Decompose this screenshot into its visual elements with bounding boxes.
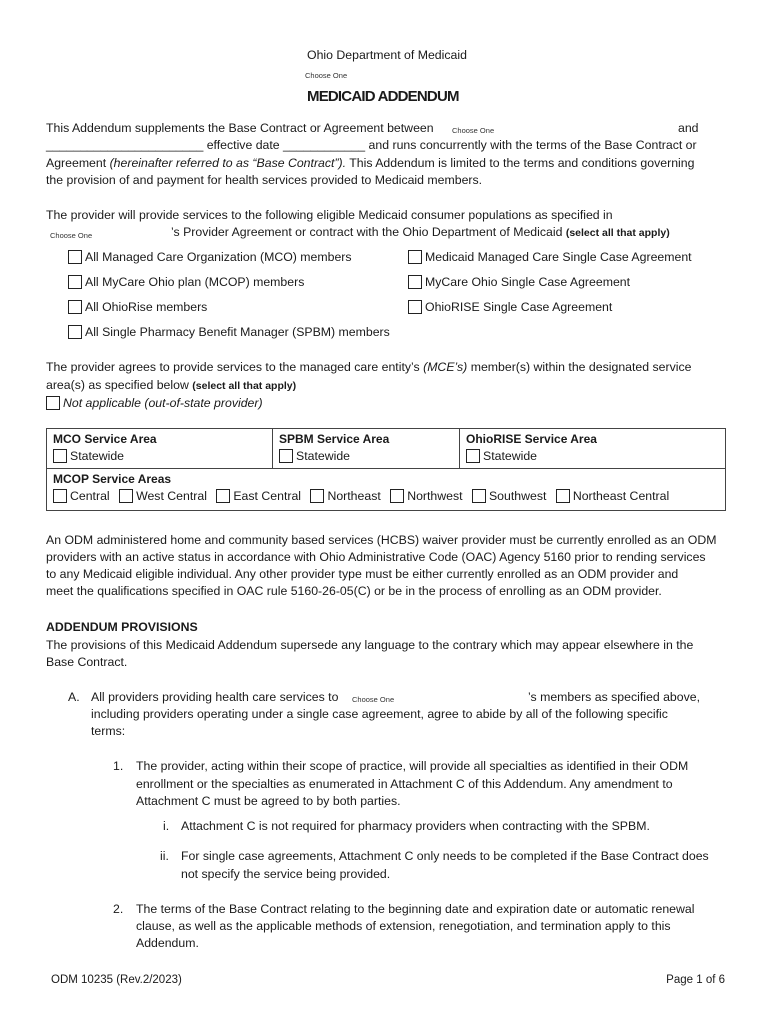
region-southwest[interactable]	[472, 489, 546, 503]
checkbox[interactable]	[279, 449, 293, 463]
checkbox[interactable]	[310, 489, 324, 503]
item-a-line-2: including providers operating under a single case agreement, agree to abide by all of the following specific	[91, 707, 668, 721]
option-label: Statewide	[70, 449, 125, 463]
ohiorise-header: OhioRISE Service Area	[466, 432, 597, 446]
mco-header: MCO Service Area	[53, 432, 157, 446]
mcop-header: MCOP Service Areas	[53, 472, 172, 486]
ohiorise-service-area-cell	[460, 429, 726, 469]
option-mc-single-case[interactable]	[408, 249, 692, 266]
sub-i-text: Attachment C is not required for pharmacy providers when contracting with the SPBM.	[181, 819, 650, 833]
checkbox[interactable]	[216, 489, 230, 503]
option-label: Statewide	[296, 449, 351, 463]
select-all-note: (select all that apply)	[192, 380, 297, 392]
hcbs-line-2: providers with an active status in accordance with Ohio Administrative Code (OAC) Agency 5160 prior to rending services	[46, 550, 706, 564]
option-label: Northeast Central	[572, 489, 670, 503]
service-area-line-2	[46, 377, 296, 395]
region-central[interactable]	[53, 489, 110, 503]
checkbox[interactable]	[390, 489, 404, 503]
page-number: Page 1 of 6	[666, 974, 725, 986]
checkbox[interactable]	[556, 489, 570, 503]
option-label: Not applicable (out-of-state provider)	[63, 396, 263, 410]
item-2-line-3: Addendum.	[136, 936, 199, 950]
option-label: Statewide	[483, 449, 538, 463]
checkbox[interactable]	[408, 250, 422, 264]
option-label: All Single Pharmacy Benefit Manager (SPBM) members	[85, 325, 390, 339]
option-mco[interactable]	[68, 249, 352, 266]
service-area-line-1	[46, 359, 691, 376]
item-2-line-2: clause, as well as the applicable methods of extension, renegotiation, and termination apply to this	[136, 919, 671, 933]
item-1-line-1: The provider, acting within their scope of practice, will provide all specialties as identified in their ODM	[136, 759, 689, 773]
region-northeast-central[interactable]	[556, 489, 669, 503]
intro-line3-end: This Addendum is limited to the terms and conditions governing	[346, 156, 695, 170]
choose-one-dropdown-intro[interactable]: Choose One	[452, 126, 495, 135]
intro-line1-and: and	[678, 121, 699, 135]
service-line2-text: area(s) as specified below	[46, 378, 189, 392]
intro-line3-italic: (hereinafter referred to as “Base Contract”).	[109, 156, 347, 170]
intro-line-2[interactable]: _______________________ effective date ____________ and runs concurrently with the terms of the Base Contract or	[46, 138, 697, 152]
region-northeast[interactable]	[310, 489, 380, 503]
item-1-label: 1.	[113, 759, 124, 773]
sub-ii-line-2: not specify the service being provided.	[181, 867, 391, 881]
intro-line-1	[46, 120, 434, 137]
choose-one-dropdown-populations[interactable]: Choose One	[50, 231, 93, 240]
checkbox[interactable]	[408, 275, 422, 289]
checkbox[interactable]	[408, 300, 422, 314]
department-name: Ohio Department of Medicaid	[307, 48, 467, 62]
option-label: MyCare Ohio Single Case Agreement	[425, 275, 631, 289]
checkbox[interactable]	[53, 449, 67, 463]
spbm-header: SPBM Service Area	[279, 432, 390, 446]
option-label: Northeast	[327, 489, 381, 503]
intro-line-4: the provision of and payment for health services provided to Medicaid members.	[46, 173, 483, 187]
spbm-service-area-cell	[273, 429, 460, 469]
populations-line-1: The provider will provide services to the following eligible Medicaid consumer populations as specified in	[46, 208, 613, 222]
option-ohiorise-single-case[interactable]	[408, 299, 612, 316]
intro-line1-text: This Addendum supplements the Base Contract or Agreement between	[46, 121, 434, 135]
option-not-applicable[interactable]	[46, 395, 263, 412]
option-label: Central	[70, 489, 110, 503]
option-label: All OhioRise members	[85, 300, 208, 314]
checkbox[interactable]	[68, 275, 82, 289]
spbm-statewide[interactable]	[279, 448, 453, 465]
item-2-line-1: The terms of the Base Contract relating to the beginning date and expiration date or automatic renewal	[136, 902, 695, 916]
select-all-note: (select all that apply)	[565, 227, 670, 239]
choose-one-dropdown-provisions[interactable]: Choose One	[352, 695, 395, 704]
option-label: All Managed Care Organization (MCO) members	[85, 250, 352, 264]
option-label: Northwest	[407, 489, 463, 503]
option-label: West Central	[136, 489, 207, 503]
choose-one-dropdown-header[interactable]: Choose One	[305, 71, 348, 80]
service-line1-italic: (MCE’s)	[423, 360, 468, 374]
option-label: OhioRISE Single Case Agreement	[425, 300, 613, 314]
option-label: All MyCare Ohio plan (MCOP) members	[85, 275, 305, 289]
checkbox[interactable]	[46, 396, 60, 410]
form-id: ODM 10235 (Rev.2/2023)	[51, 974, 182, 986]
page-title: MEDICAID ADDENDUM	[307, 88, 459, 105]
ohiorise-statewide[interactable]	[466, 448, 719, 465]
provisions-line-2: Base Contract.	[46, 655, 128, 669]
checkbox[interactable]	[53, 489, 67, 503]
item-1-line-2: enrollment or the specialties as enumerated in Attachment C of this Addendum. Any amendment to	[136, 777, 673, 791]
item-2-label: 2.	[113, 902, 124, 916]
region-east-central[interactable]	[216, 489, 301, 503]
item-a-label: A.	[68, 690, 80, 704]
hcbs-line-4: meet the qualifications specified in OAC rule 5160-26-05(C) or be in the process of enrolling as an ODM provider.	[46, 584, 662, 598]
sub-ii-line-1: For single case agreements, Attachment C only needs to be completed if the Base Contract does	[181, 849, 709, 863]
service-line1-start: The provider agrees to provide services to the managed care entity’s	[46, 360, 424, 374]
sub-i-label: i.	[163, 819, 170, 833]
item-a-line-1: All providers providing health care services to	[91, 690, 339, 704]
mco-service-area-cell	[47, 429, 273, 469]
option-mycare-single-case[interactable]	[408, 274, 630, 291]
option-ohiorise[interactable]	[68, 299, 207, 316]
checkbox[interactable]	[466, 449, 480, 463]
service-area-table	[46, 428, 726, 511]
hcbs-line-3: to any Medicaid eligible individual. Any other provider type must be either currently enrolled as an ODM provider and	[46, 567, 679, 581]
provisions-line-1: The provisions of this Medicaid Addendum supersede any language to the contrary which may appear elsewhere in the	[46, 638, 694, 652]
mcop-regions	[53, 488, 719, 505]
region-northwest[interactable]	[390, 489, 462, 503]
item-1-line-3: Attachment C must be agreed to by both parties.	[136, 794, 401, 808]
item-a-line-1-end: ’s members as specified above,	[528, 690, 701, 704]
option-spbm[interactable]	[68, 324, 390, 341]
region-west-central[interactable]	[119, 489, 207, 503]
checkbox[interactable]	[68, 300, 82, 314]
intro-line-3	[46, 155, 694, 172]
mco-statewide[interactable]	[53, 448, 266, 465]
mcop-service-area-cell	[47, 469, 726, 511]
intro-line3-start: Agreement	[46, 156, 110, 170]
checkbox[interactable]	[119, 489, 133, 503]
provisions-heading: ADDENDUM PROVISIONS	[46, 620, 198, 634]
sub-ii-label: ii.	[160, 849, 169, 863]
option-mcop[interactable]	[68, 274, 304, 291]
hcbs-line-1: An ODM administered home and community based services (HCBS) waiver provider must be currently enrolled as an ODM	[46, 533, 717, 547]
checkbox[interactable]	[472, 489, 486, 503]
populations-line2-text: ’s Provider Agreement or contract with the Ohio Department of Medicaid	[171, 225, 563, 239]
item-a-line-3: terms:	[91, 724, 126, 738]
option-label: Southwest	[488, 489, 547, 503]
service-line1-end: member(s) within the designated service	[467, 360, 692, 374]
checkbox[interactable]	[68, 325, 82, 339]
option-label: Medicaid Managed Care Single Case Agreement	[425, 250, 692, 264]
option-label: East Central	[233, 489, 302, 503]
populations-line-2	[171, 224, 670, 242]
checkbox[interactable]	[68, 250, 82, 264]
